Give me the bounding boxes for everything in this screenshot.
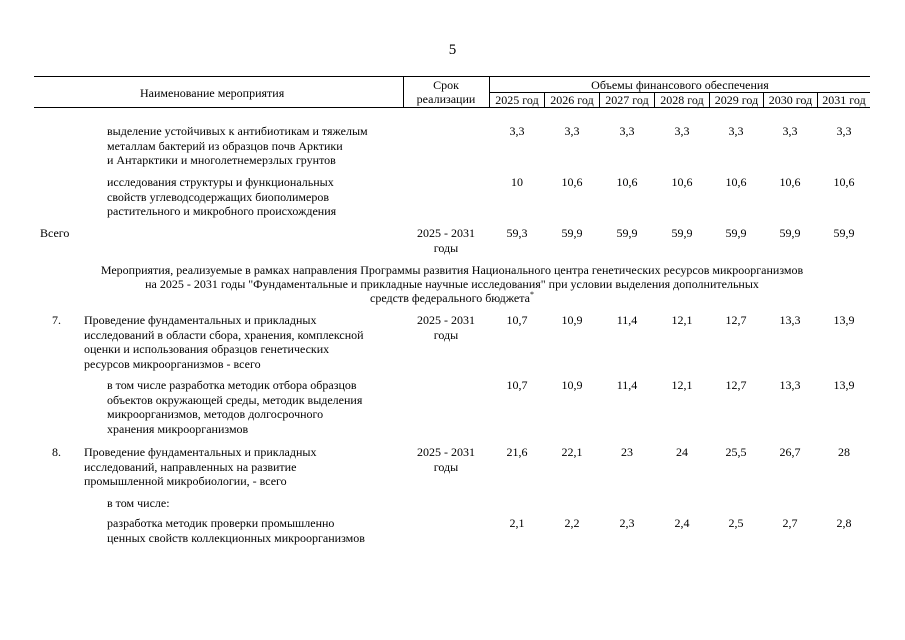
row-term: 2025 - 2031 годы (417, 226, 475, 255)
page-number: 5 (448, 42, 457, 58)
row-value: 28 (838, 445, 850, 459)
header-year: 2027 год (605, 93, 649, 107)
row-value: 3,3 (782, 124, 798, 138)
row-name: Проведение фундаментальных и прикладных исследований в области сбора, хранения, комплексной оценки и использования образцов генетических ресурсов микроорганизмов - всего (84, 313, 364, 371)
row-value: 3,3 (674, 124, 690, 138)
header-name: Наименование мероприятия (140, 86, 285, 100)
table-top-rule (34, 76, 870, 77)
row-value: 3,3 (564, 124, 580, 138)
row-value: 25,5 (725, 445, 747, 459)
row-value: 2,2 (564, 516, 580, 530)
row-value: 3,3 (619, 124, 635, 138)
header-year: 2025 год (495, 93, 539, 107)
section-heading-line (34, 291, 870, 308)
row-value: 13,9 (833, 313, 855, 327)
row-value: 59,9 (725, 226, 747, 240)
header-year: 2030 год (768, 93, 813, 107)
row-value: 10,9 (561, 378, 583, 392)
row-value: 12,1 (671, 378, 693, 392)
row-value: 13,9 (833, 378, 855, 392)
row-name: исследования структуры и функциональных свойств углеводсодержащих биополимеров растительного и микробного происхождения (107, 175, 337, 218)
row-value: 2,1 (509, 516, 525, 530)
row-value: 23 (621, 445, 633, 459)
row-value: 59,9 (833, 226, 855, 240)
row-value: 10,7 (506, 313, 528, 327)
section-heading-text: средств федерального бюджета (370, 291, 530, 305)
row-number: 7. (52, 313, 61, 327)
row-name: выделение устойчивых к антибиотикам и тяжелым металлам бактерий из образцов почв Арктики и Антарктики и многолетнемерзлых грунтов (107, 124, 368, 167)
row-value: 2,5 (728, 516, 744, 530)
row-value: 2,8 (836, 516, 852, 530)
row-value: 59,9 (561, 226, 583, 240)
row-value: 10,6 (725, 175, 747, 189)
footnote-mark: * (529, 290, 534, 299)
header-year: 2026 год (550, 93, 594, 107)
row-value: 59,9 (779, 226, 801, 240)
header-term-line1: Срок (433, 78, 459, 92)
row-value: 10,7 (506, 378, 528, 392)
row-name: Проведение фундаментальных и прикладных исследований, направленных на развитие промышленной микробиологии, - всего (84, 445, 317, 488)
row-value: 26,7 (779, 445, 801, 459)
row-name: в том числе: (107, 496, 170, 510)
row-value: 3,3 (728, 124, 744, 138)
row-name: в том числе разработка методик отбора образцов объектов окружающей среды, методик выделения микроорганизмов, методов долгосрочного хранения микроорганизмов (107, 378, 363, 436)
row-value: 13,3 (779, 378, 801, 392)
row-term: 2025 - 2031 годы (417, 313, 475, 342)
section-heading-line: Мероприятия, реализуемые в рамках направления Программы развития Национального центра генетических ресурсов микроорганизмов (100, 263, 804, 277)
row-value: 59,9 (671, 226, 693, 240)
row-value: 10,6 (616, 175, 638, 189)
row-value: 3,3 (509, 124, 525, 138)
row-value: 2,7 (782, 516, 798, 530)
row-value: 59,3 (506, 226, 528, 240)
row-value: 3,3 (836, 124, 852, 138)
row-value: 2,3 (619, 516, 635, 530)
row-term: 2025 - 2031 годы (417, 445, 475, 474)
row-value: 10,6 (833, 175, 855, 189)
row-value: 22,1 (561, 445, 583, 459)
header-term-line2: реализации (416, 92, 476, 106)
header-year: 2028 год (660, 93, 704, 107)
header-year: 2029 год (714, 93, 759, 107)
row-number: 8. (52, 445, 61, 459)
row-value: 21,6 (506, 445, 528, 459)
row-value: 12,1 (671, 313, 693, 327)
row-value: 13,3 (779, 313, 801, 327)
header-year: 2031 год (822, 93, 866, 107)
row-value: 12,7 (725, 313, 747, 327)
row-value: 11,4 (616, 313, 638, 327)
row-value: 10,6 (779, 175, 801, 189)
row-value: 59,9 (616, 226, 638, 240)
row-value: 11,4 (616, 378, 638, 392)
row-name: Всего (40, 226, 70, 240)
section-heading-line: на 2025 - 2031 годы "Фундаментальные и прикладные научные исследования" при условии выделения дополнительных (145, 277, 759, 291)
row-value: 10,6 (561, 175, 583, 189)
header-funding: Объемы финансового обеспечения (591, 78, 769, 92)
row-value: 12,7 (725, 378, 747, 392)
row-name: разработка методик проверки промышленно ценных свойств коллекционных микроорганизмов (107, 516, 365, 545)
row-value: 10,9 (561, 313, 583, 327)
row-value: 10 (511, 175, 523, 189)
row-value: 24 (676, 445, 688, 459)
row-value: 10,6 (671, 175, 693, 189)
row-value: 2,4 (674, 516, 690, 530)
